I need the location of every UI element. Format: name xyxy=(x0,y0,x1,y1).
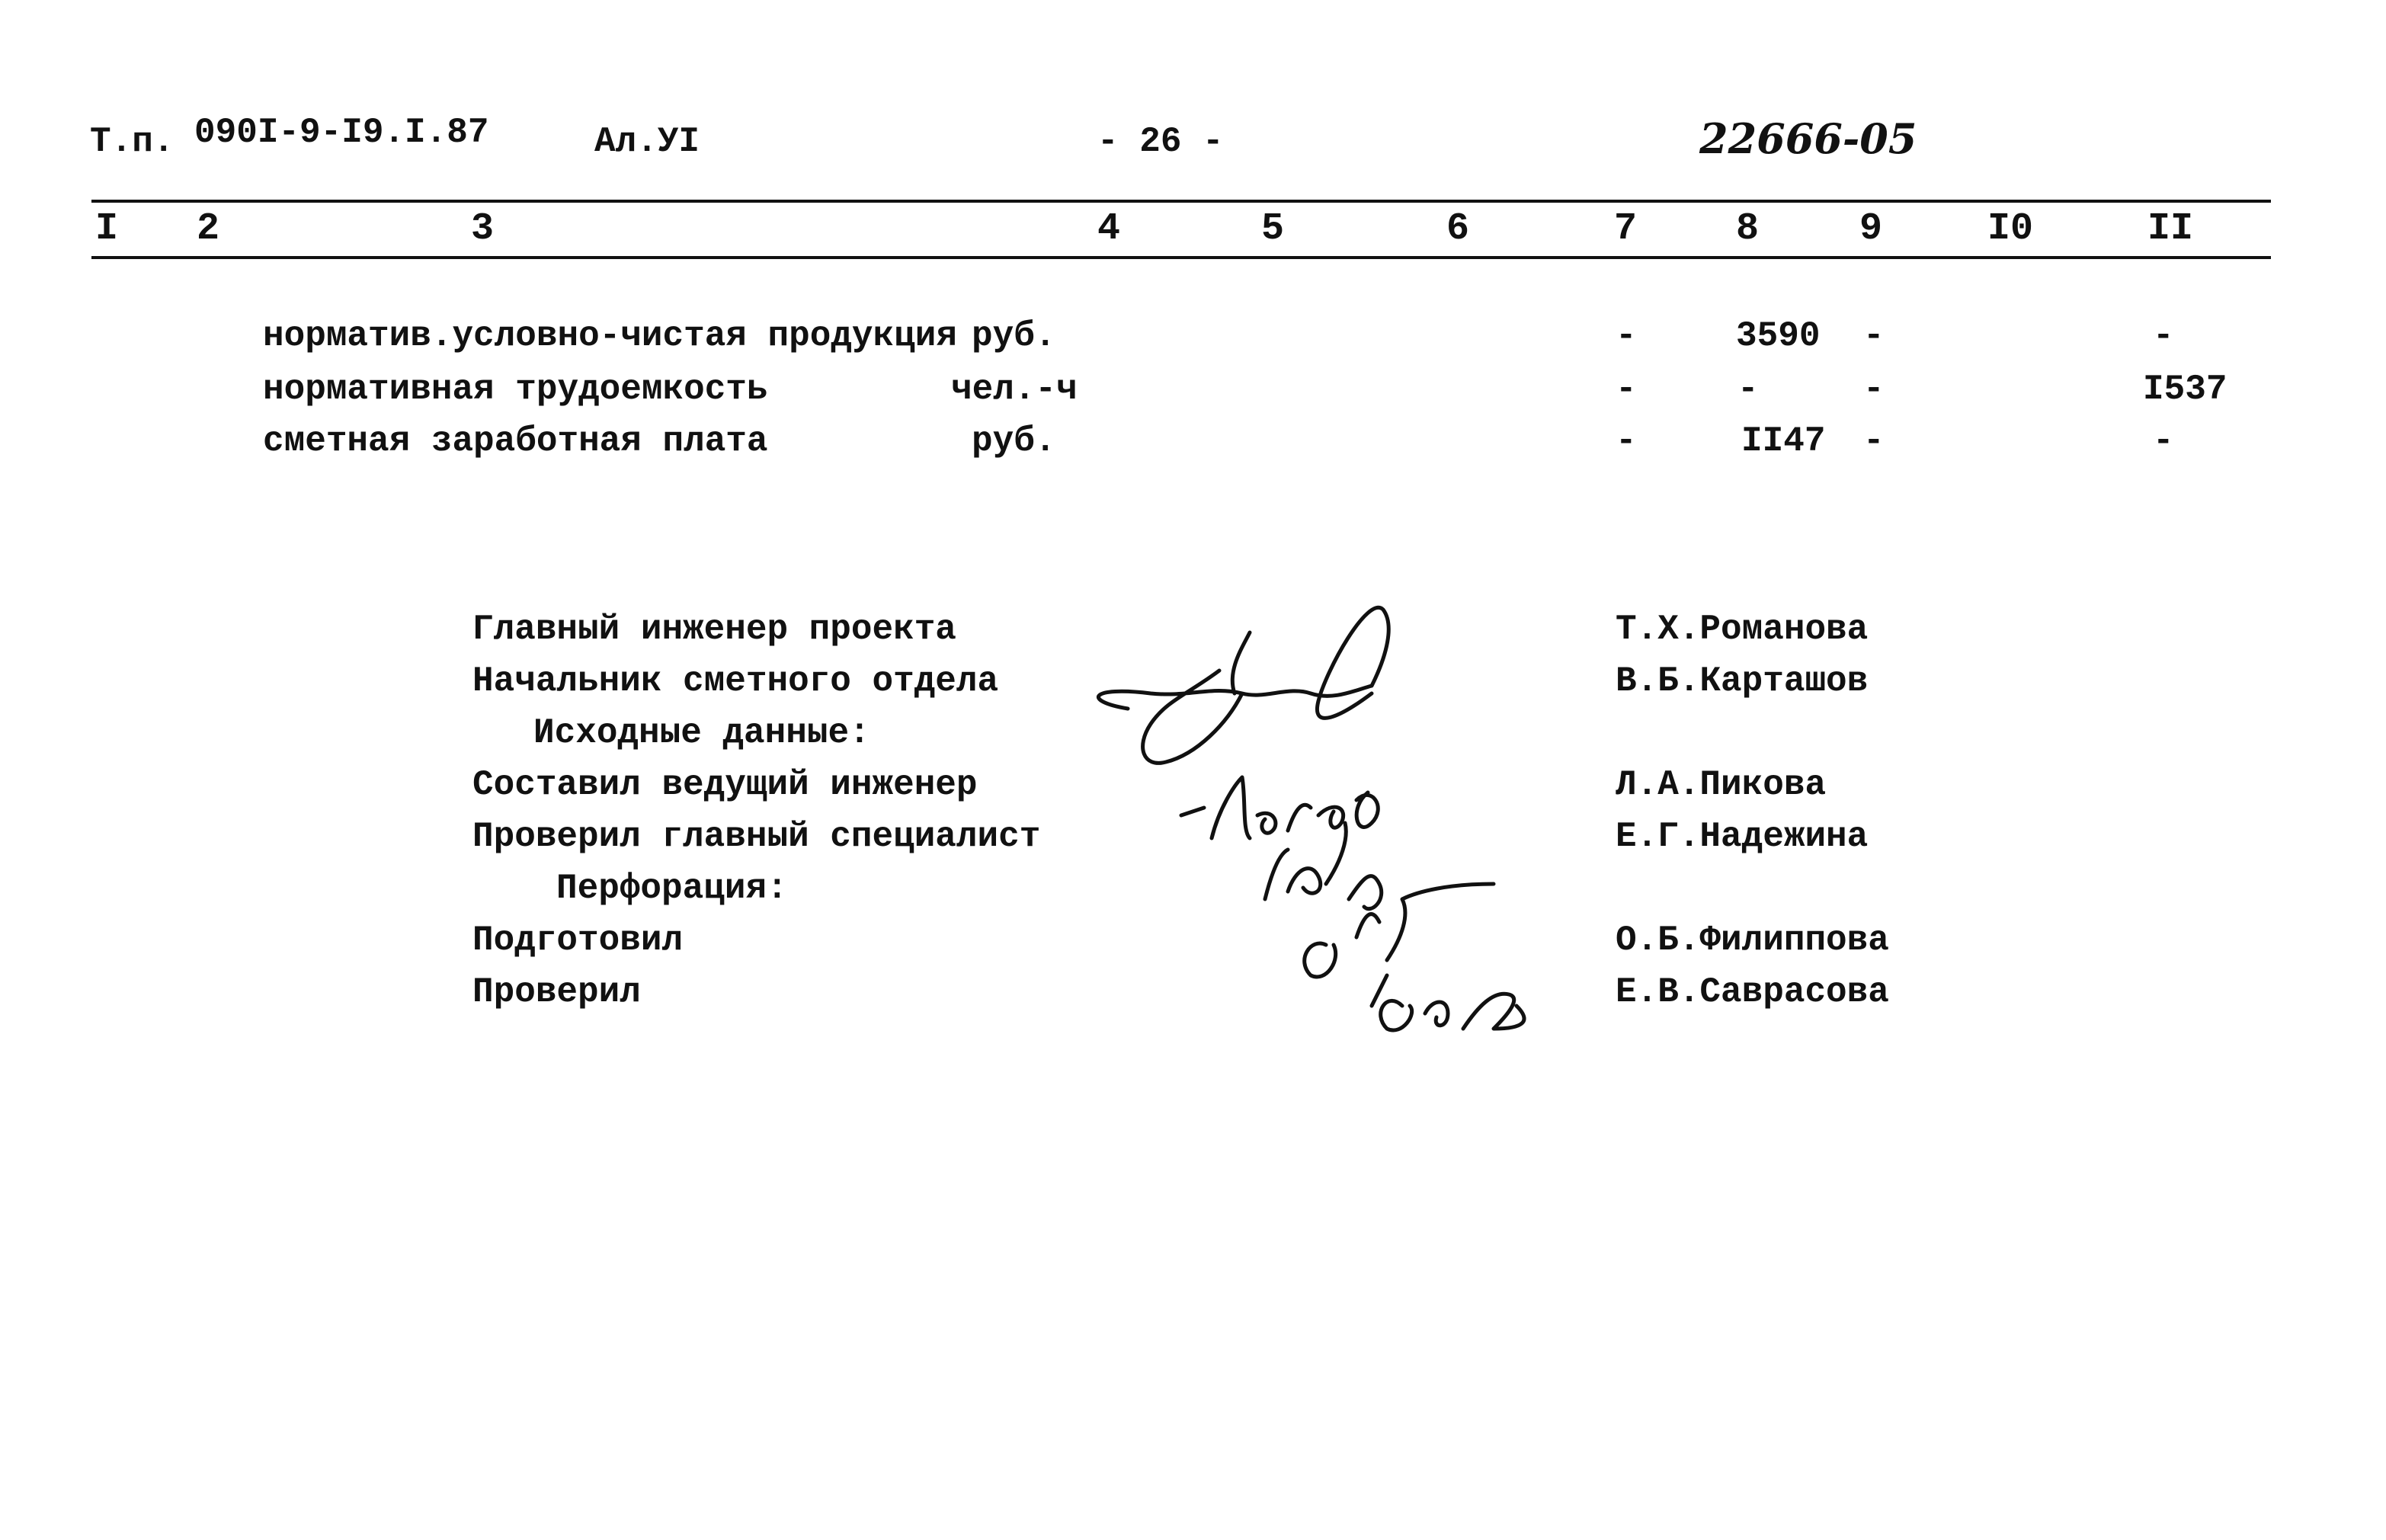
signatory-name: Л.А.Пикова xyxy=(1616,765,1827,805)
signature-1 xyxy=(1098,607,1388,763)
page-number: - 26 - xyxy=(1097,122,1224,162)
signatory-name: Т.Х.Романова xyxy=(1616,610,1869,649)
row-unit: руб. xyxy=(972,316,1056,356)
header-rule-top xyxy=(91,200,2271,203)
row-col-9: - xyxy=(1863,370,1885,409)
row-name: сметная заработная плата xyxy=(263,421,768,461)
column-number-5: 5 xyxy=(1261,207,1285,251)
column-number-4: 4 xyxy=(1097,207,1121,251)
signature-3 xyxy=(1265,823,1382,909)
signature-5 xyxy=(1381,994,1524,1030)
column-number-10: I0 xyxy=(1987,207,2034,251)
row-col-11: - xyxy=(2153,421,2174,461)
row-col-8: II47 xyxy=(1741,421,1826,461)
column-number-1: I xyxy=(95,207,119,251)
album-number: Ал.УI xyxy=(594,122,700,162)
signatory-role: Составил ведущий инженер xyxy=(472,765,978,805)
column-number-2: 2 xyxy=(197,207,220,251)
header-rule-bottom xyxy=(91,256,2271,259)
signatory-role: Проверил главный специалист xyxy=(472,817,1041,856)
row-col-7: - xyxy=(1616,316,1637,356)
row-unit: руб. xyxy=(972,421,1056,461)
signature-4 xyxy=(1305,884,1494,1006)
signatory-name: В.Б.Карташов xyxy=(1616,661,1869,701)
column-number-7: 7 xyxy=(1614,207,1638,251)
row-col-7: - xyxy=(1616,370,1637,409)
signatory-name: О.Б.Филиппова xyxy=(1616,920,1889,960)
signature-2 xyxy=(1181,777,1378,838)
column-number-8: 8 xyxy=(1736,207,1760,251)
project-code: 090I-9-I9.I.87 xyxy=(194,113,489,152)
row-col-11: I537 xyxy=(2143,370,2227,409)
doc-prefix: Т.п. xyxy=(90,122,175,162)
signatory-name: Е.Г.Надежина xyxy=(1616,817,1869,856)
row-col-8: 3590 xyxy=(1736,316,1821,356)
signatory-role: Начальник сметного отдела xyxy=(472,661,999,701)
column-number-9: 9 xyxy=(1859,207,1883,251)
handwritten-signatures xyxy=(1067,579,1539,1036)
row-col-8: - xyxy=(1737,370,1759,409)
column-number-3: 3 xyxy=(471,207,495,251)
row-name: нормативная трудоемкость xyxy=(263,370,768,409)
row-col-7: - xyxy=(1616,421,1637,461)
document-number: 22666-05 xyxy=(1699,114,1917,163)
signatory-role: Главный инженер проекта xyxy=(472,610,956,649)
row-unit: чел.-ч xyxy=(951,370,1078,409)
signatory-role: Подготовил xyxy=(472,920,684,960)
section-label-source-data: Исходные данные: xyxy=(533,713,870,753)
row-col-9: - xyxy=(1863,316,1885,356)
signatory-name: Е.В.Саврасова xyxy=(1616,972,1889,1012)
column-number-11: II xyxy=(2147,207,2194,251)
row-name: норматив.условно-чистая продукция xyxy=(263,316,957,356)
row-col-9: - xyxy=(1863,421,1885,461)
signatory-role: Проверил xyxy=(472,972,641,1012)
column-number-6: 6 xyxy=(1446,207,1470,251)
row-col-11: - xyxy=(2153,316,2174,356)
section-label-perforation: Перфорация: xyxy=(556,869,788,908)
